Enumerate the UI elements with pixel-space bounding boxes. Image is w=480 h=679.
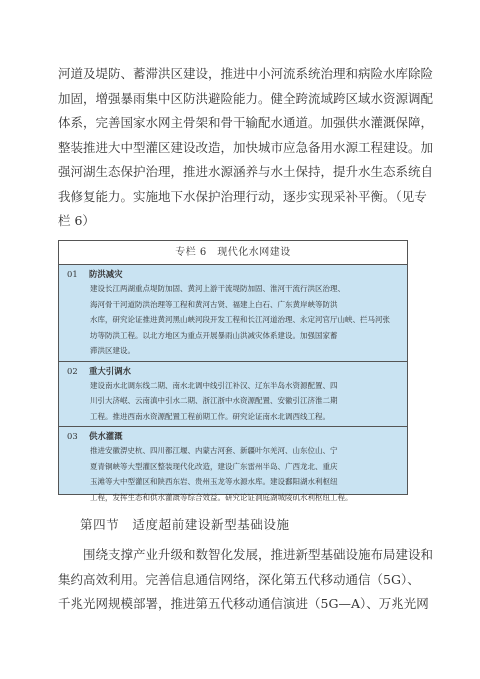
column-section-body	[59, 443, 407, 507]
column-section-number: 02	[67, 365, 78, 376]
column-section-line: 建设长江两湖重点堤防加固、黄河上游干流堤防加固、淮河干流行洪区治理、	[90, 284, 345, 293]
column-section-number: 01	[67, 269, 78, 279]
column-section-line: 坊等防洪工程。以北方地区为重点开展暴雨山洪减灾体系建设。加强国家蓄	[90, 330, 338, 340]
intro-line: 河道及堤防、蓄滞洪区建设，推进中小河流系统治理和病险水库除险	[58, 66, 434, 81]
column-section-line: 海河骨干河道防洪治理等工程和黄河古贤、福建上白石、广东黄岸峡等防洪	[90, 299, 338, 309]
column-box-6	[58, 240, 408, 502]
intro-paragraph	[58, 62, 434, 234]
column-section-body	[59, 378, 407, 427]
column-section-title: 重大引调水	[89, 365, 131, 376]
column-section-line: 工程。推进西南水资源配置工程前期工作。研究论证南水北调西线工程。	[90, 411, 330, 421]
column-section-header	[59, 362, 407, 378]
column-section-title: 供水灌溉	[89, 431, 123, 441]
outro-paragraph	[58, 543, 434, 617]
intro-line: 整装推进大中型灌区建设改造，加快城市应急备用水源工程建设。加	[58, 139, 434, 155]
intro-line: 我修复能力。实施地下水保护治理行动，逐步实现采补平衡。（见专	[58, 188, 427, 204]
column-section-line: 川引大济岷、云南滇中引水二期、浙江浙中水资源配置、安徽引江济淮二期	[90, 396, 338, 405]
intro-line: 加固，增强暴雨集中区防洪避险能力。健全跨流域跨区域水资源调配	[58, 90, 434, 106]
column-section-line: 滞洪区建设。	[90, 346, 135, 355]
column-section-line: 夏青铜峡等大型灌区整装现代化改造，建设广东雷州半岛、广西龙北、重庆	[90, 461, 338, 471]
column-box-title: 专栏 6 现代化水网建设	[59, 241, 407, 265]
column-section-number: 03	[67, 431, 78, 441]
column-section-line: 建设南水北调东线二期、南水北调中线引江补汉、辽东半岛水资源配置、四	[90, 380, 338, 390]
outro-line: 集约高效利用。完善信息通信网络，深化第五代移动通信（5G）、	[58, 571, 420, 587]
column-section-body	[59, 281, 407, 361]
column-section-line: 推进安徽淠史杭、四川都江堰、内蒙古河套、新疆叶尔羌河、山东位山、宁	[90, 446, 338, 455]
column-section-header	[59, 427, 407, 443]
column-section	[59, 265, 407, 362]
column-section	[59, 362, 407, 428]
column-section-line: 工程，发挥生态和供水灌溉等综合效益。研究论证洞庭湖城陵矶水利枢纽工程。	[90, 492, 353, 502]
column-section-header	[59, 265, 407, 281]
intro-line: 栏 6）	[58, 213, 95, 228]
outro-line: 千兆光网规模部署，推进第五代移动通信演进（5G—A）、万兆光网	[58, 596, 429, 611]
intro-line: 体系，完善国家水网主骨架和骨干输配水通道。加强供水灌溉保障，	[58, 115, 434, 130]
intro-line: 强河湖生态保护治理，推进水源涵养与水土保持，提升水生态系统自	[58, 164, 434, 179]
column-section-line: 玉滩等大中型灌区和陕西东岩、贵州玉龙等水源水库。建设鄱阳湖水利枢纽	[90, 477, 338, 486]
outro-line: 围绕支撑产业升级和数智化发展，推进新型基础设施布局建设和	[58, 547, 434, 562]
column-section-title: 防洪减灾	[89, 269, 123, 279]
column-section-line: 水库，研究论证推进黄河黑山峡河段开发工程和长江河道治理、永定河官厅山峡、拦马河张	[90, 315, 390, 324]
column-section	[59, 427, 407, 507]
section-heading: 第四节 适度超前建设新型基础设施	[80, 517, 290, 532]
